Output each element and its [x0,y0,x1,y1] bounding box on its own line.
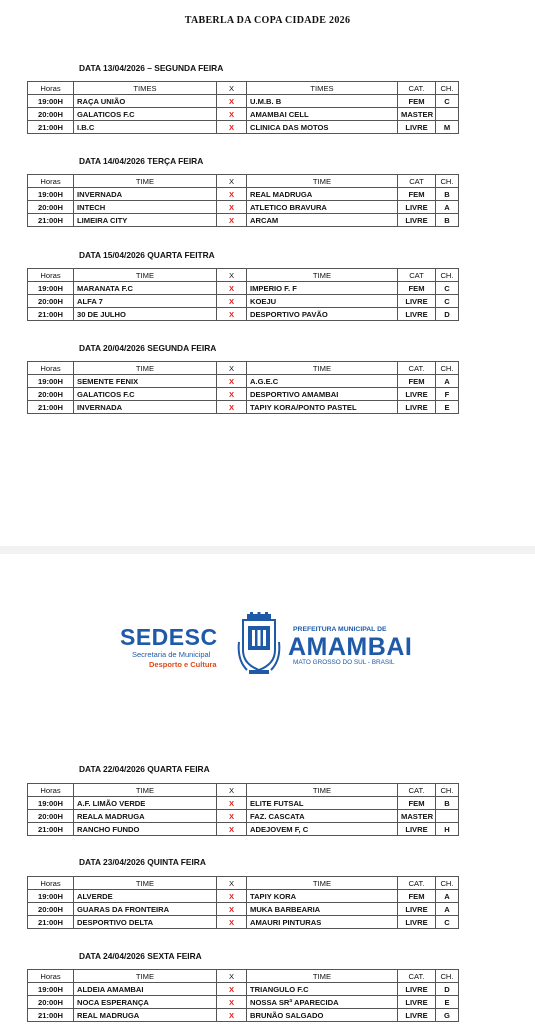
column-header: X [217,970,247,983]
column-header: CAT [398,269,436,282]
time-cell: 20:00H [28,996,74,1009]
away-team-cell: TRIANGULO F.C [247,983,398,996]
time-cell: 19:00H [28,282,74,295]
versus-mark: X [217,214,247,227]
versus-mark: X [217,890,247,903]
column-header: X [217,175,247,188]
away-team-cell: KOEJU [247,295,398,308]
table-row [28,295,459,308]
time-cell: 21:00H [28,214,74,227]
column-header: TIME [74,784,217,797]
group-cell: E [436,401,459,414]
time-cell: 19:00H [28,188,74,201]
home-team-cell: INVERNADA [74,188,217,201]
time-cell: 20:00H [28,295,74,308]
category-cell: LIVRE [398,983,436,996]
table-row [28,890,459,903]
time-cell: 21:00H [28,121,74,134]
time-cell: 19:00H [28,375,74,388]
state-label: MATO GROSSO DO SUL - BRASIL [293,659,395,666]
away-team-cell: U.M.B. B [247,95,398,108]
municipal-crest-icon [237,612,281,676]
schedule-table [27,876,459,929]
time-cell: 20:00H [28,201,74,214]
group-cell [436,108,459,121]
home-team-cell: REALA MADRUGA [74,810,217,823]
table-row [28,388,459,401]
column-header: CH. [436,877,459,890]
column-header: TIME [247,175,398,188]
group-cell: C [436,916,459,929]
schedule-table [27,783,459,836]
table-row [28,983,459,996]
table-row [28,996,459,1009]
table-row [28,282,459,295]
table-row [28,903,459,916]
column-header: X [217,269,247,282]
column-header: CAT [398,175,436,188]
group-cell: B [436,188,459,201]
versus-mark: X [217,1009,247,1022]
home-team-cell: RAÇA UNIÃO [74,95,217,108]
table-row [28,375,459,388]
versus-mark: X [217,188,247,201]
group-cell: D [436,983,459,996]
column-header: TIME [74,970,217,983]
home-team-cell: GALATICOS F.C [74,388,217,401]
column-header: CAT. [398,877,436,890]
category-cell: MASTER [398,810,436,823]
column-header: TIMES [74,82,217,95]
away-team-cell: DESPORTIVO PAVÃO [247,308,398,321]
prefeitura-label: PREFEITURA MUNICIPAL DE [293,626,387,633]
away-team-cell: A.G.E.C [247,375,398,388]
home-team-cell: NOCA ESPERANÇA [74,996,217,1009]
time-cell: 21:00H [28,308,74,321]
table-row [28,214,459,227]
schedule-table [27,81,459,134]
category-cell: LIVRE [398,1009,436,1022]
schedule-table [27,361,459,414]
section-date: DATA 23/04/2026 QUINTA FEIRA [79,857,206,867]
category-cell: FEM [398,375,436,388]
versus-mark: X [217,308,247,321]
versus-mark: X [217,388,247,401]
category-cell: LIVRE [398,201,436,214]
column-header: Horas [28,877,74,890]
category-cell: FEM [398,188,436,201]
category-cell: LIVRE [398,214,436,227]
versus-mark: X [217,375,247,388]
column-header: TIME [74,175,217,188]
group-cell: C [436,95,459,108]
table-header-row [28,269,459,282]
versus-mark: X [217,108,247,121]
category-cell: LIVRE [398,295,436,308]
page-break [0,546,535,554]
away-team-cell: MUKA BARBEARIA [247,903,398,916]
home-team-cell: A.F. LIMÃO VERDE [74,797,217,810]
column-header: CAT. [398,784,436,797]
time-cell: 19:00H [28,95,74,108]
column-header: CH. [436,269,459,282]
home-team-cell: MARANATA F.C [74,282,217,295]
home-team-cell: I.B.C [74,121,217,134]
column-header: CH. [436,175,459,188]
away-team-cell: TAPIY KORA [247,890,398,903]
versus-mark: X [217,95,247,108]
column-header: X [217,82,247,95]
column-header: TIME [247,970,398,983]
table-row [28,201,459,214]
versus-mark: X [217,121,247,134]
column-header: CH. [436,82,459,95]
away-team-cell: REAL MADRUGA [247,188,398,201]
column-header: Horas [28,269,74,282]
schedule-table [27,174,459,227]
section-date: DATA 15/04/2026 QUARTA FEITRA [79,250,215,260]
table-row [28,823,459,836]
versus-mark: X [217,916,247,929]
time-cell: 21:00H [28,823,74,836]
column-header: Horas [28,82,74,95]
group-cell [436,810,459,823]
column-header: TIMES [247,82,398,95]
section-date: DATA 24/04/2026 SEXTA FEIRA [79,951,202,961]
time-cell: 21:00H [28,401,74,414]
versus-mark: X [217,996,247,1009]
table-row [28,308,459,321]
versus-mark: X [217,823,247,836]
table-header-row [28,970,459,983]
column-header: TIME [247,269,398,282]
home-team-cell: REAL MADRUGA [74,1009,217,1022]
section-date: DATA 13/04/2026 – SEGUNDA FEIRA [79,63,224,73]
time-cell: 20:00H [28,810,74,823]
section-date: DATA 22/04/2026 QUARTA FEIRA [79,764,210,774]
home-team-cell: INTECH [74,201,217,214]
home-team-cell: GUARAS DA FRONTEIRA [74,903,217,916]
away-team-cell: AMAMBAI CELL [247,108,398,121]
column-header: X [217,362,247,375]
time-cell: 21:00H [28,1009,74,1022]
group-cell: H [436,823,459,836]
category-cell: LIVRE [398,388,436,401]
sedesc-subtitle-2: Desporto e Cultura [149,660,217,669]
sedesc-logo-text: SEDESC [120,624,218,650]
column-header: CH. [436,970,459,983]
column-header: Horas [28,175,74,188]
home-team-cell: ALDEIA AMAMBAI [74,983,217,996]
time-cell: 20:00H [28,108,74,121]
home-team-cell: SEMENTE FENIX [74,375,217,388]
category-cell: LIVRE [398,916,436,929]
group-cell: B [436,214,459,227]
column-header: TIME [74,362,217,375]
page-title: TABERLA DA COPA CIDADE 2026 [184,15,351,26]
table-row [28,1009,459,1022]
table-row [28,188,459,201]
category-cell: LIVRE [398,121,436,134]
category-cell: LIVRE [398,401,436,414]
group-cell: A [436,375,459,388]
time-cell: 19:00H [28,890,74,903]
category-cell: FEM [398,282,436,295]
table-header-row [28,82,459,95]
category-cell: LIVRE [398,308,436,321]
time-cell: 19:00H [28,797,74,810]
away-team-cell: ATLETICO BRAVURA [247,201,398,214]
group-cell: M [436,121,459,134]
column-header: TIME [247,362,398,375]
home-team-cell: RANCHO FUNDO [74,823,217,836]
schedule-table [27,969,459,1022]
sedesc-subtitle: Secretaria de Municipal [132,650,211,659]
table-row [28,401,459,414]
versus-mark: X [217,797,247,810]
versus-mark: X [217,810,247,823]
away-team-cell: DESPORTIVO AMAMBAI [247,388,398,401]
column-header: Horas [28,362,74,375]
home-team-cell: INVERNADA [74,401,217,414]
group-cell: A [436,201,459,214]
home-team-cell: ALVERDE [74,890,217,903]
column-header: Horas [28,784,74,797]
away-team-cell: BRUNÃO SALGADO [247,1009,398,1022]
group-cell: D [436,308,459,321]
away-team-cell: AMAURI PINTURAS [247,916,398,929]
away-team-cell: NOSSA SRª APARECIDA [247,996,398,1009]
column-header: TIME [247,784,398,797]
versus-mark: X [217,201,247,214]
group-cell: G [436,1009,459,1022]
home-team-cell: GALATICOS F.C [74,108,217,121]
group-cell: C [436,282,459,295]
away-team-cell: ELITE FUTSAL [247,797,398,810]
away-team-cell: IMPERIO F. F [247,282,398,295]
column-header: Horas [28,970,74,983]
section-date: DATA 14/04/2026 TERÇA FEIRA [79,156,204,166]
table-row [28,916,459,929]
column-header: TIME [247,877,398,890]
schedule-table [27,268,459,321]
group-cell: A [436,903,459,916]
column-header: X [217,877,247,890]
away-team-cell: CLINICA DAS MOTOS [247,121,398,134]
group-cell: E [436,996,459,1009]
table-header-row [28,877,459,890]
time-cell: 20:00H [28,388,74,401]
away-team-cell: ARCAM [247,214,398,227]
category-cell: LIVRE [398,996,436,1009]
versus-mark: X [217,295,247,308]
table-header-row [28,784,459,797]
column-header: CAT. [398,362,436,375]
category-cell: MASTER [398,108,436,121]
time-cell: 19:00H [28,983,74,996]
column-header: CH. [436,784,459,797]
table-row [28,121,459,134]
home-team-cell: LIMEIRA CITY [74,214,217,227]
group-cell: C [436,295,459,308]
category-cell: FEM [398,890,436,903]
table-header-row [28,175,459,188]
table-row [28,108,459,121]
section-date: DATA 20/04/2026 SEGUNDA FEIRA [79,343,217,353]
category-cell: FEM [398,95,436,108]
column-header: CAT. [398,970,436,983]
time-cell: 20:00H [28,903,74,916]
versus-mark: X [217,282,247,295]
versus-mark: X [217,983,247,996]
group-cell: B [436,797,459,810]
time-cell: 21:00H [28,916,74,929]
away-team-cell: TAPIY KORA/PONTO PASTEL [247,401,398,414]
home-team-cell: 30 DE JULHO [74,308,217,321]
group-cell: F [436,388,459,401]
table-row [28,810,459,823]
amambai-logo-text: AMAMBAI [288,633,413,661]
home-team-cell: ALFA 7 [74,295,217,308]
header-logo [120,612,420,676]
column-header: TIME [74,877,217,890]
category-cell: FEM [398,797,436,810]
category-cell: LIVRE [398,823,436,836]
versus-mark: X [217,401,247,414]
versus-mark: X [217,903,247,916]
column-header: X [217,784,247,797]
away-team-cell: ADEJOVEM F, C [247,823,398,836]
column-header: TIME [74,269,217,282]
group-cell: A [436,890,459,903]
table-header-row [28,362,459,375]
away-team-cell: FAZ. CASCATA [247,810,398,823]
column-header: CH. [436,362,459,375]
home-team-cell: DESPORTIVO DELTA [74,916,217,929]
category-cell: LIVRE [398,903,436,916]
table-row [28,797,459,810]
table-row [28,95,459,108]
column-header: CAT. [398,82,436,95]
